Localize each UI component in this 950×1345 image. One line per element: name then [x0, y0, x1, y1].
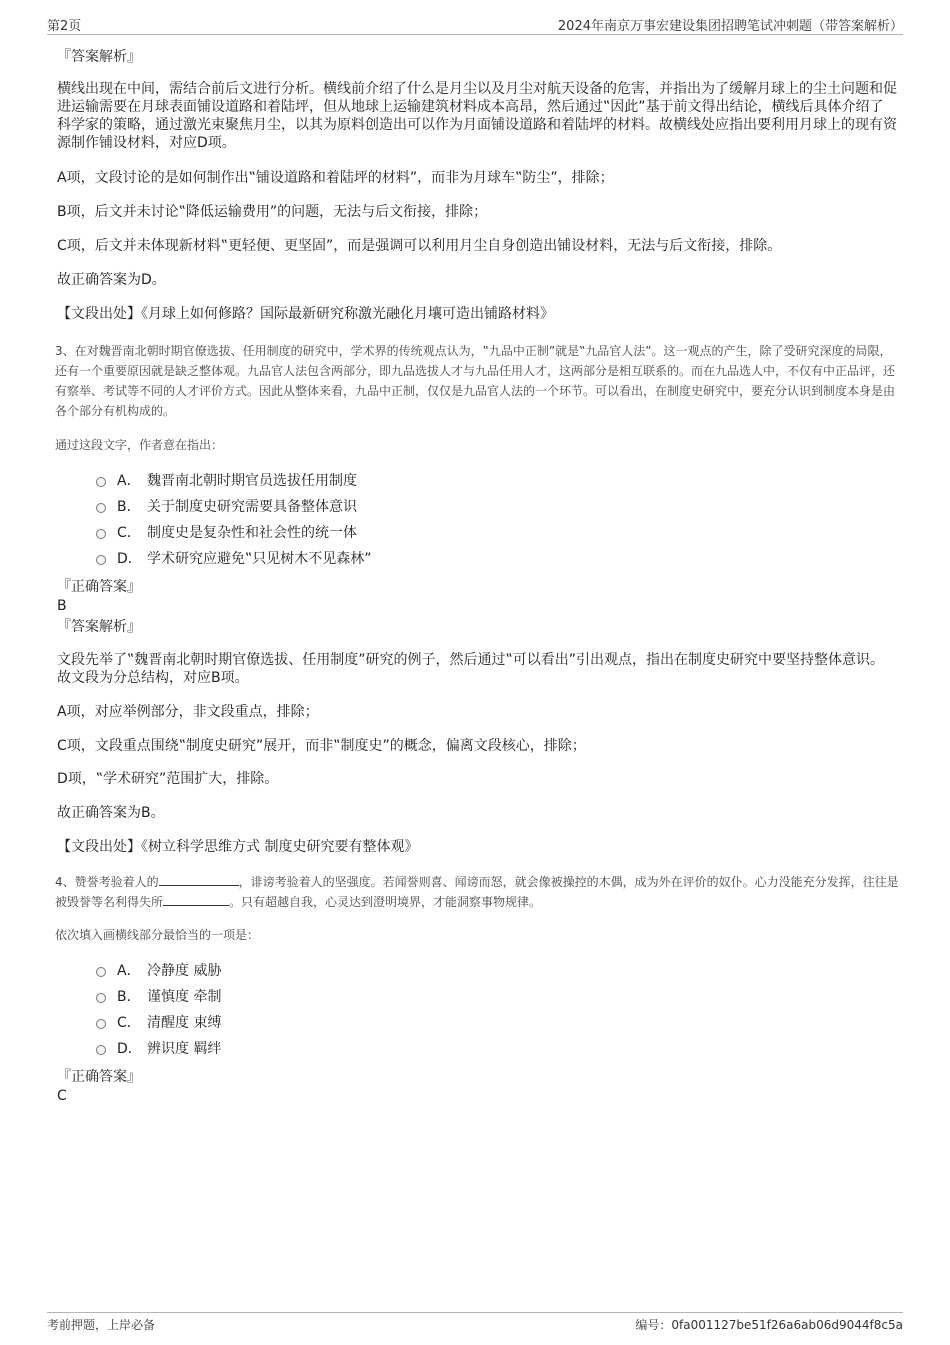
- option-text: 谨慎度 牵制: [147, 989, 222, 1005]
- q3-option-b[interactable]: [96, 496, 357, 516]
- footer-slogan: 考前押题，上岸必备: [47, 1318, 156, 1332]
- q3-option-d[interactable]: [96, 548, 372, 568]
- q4-answer: C: [57, 1088, 67, 1104]
- document-title: 2024年南京万事宏建设集团招聘笔试冲刺题（带答案解析）: [557, 19, 903, 34]
- radio-button-icon[interactable]: [96, 1019, 106, 1029]
- radio-button-icon[interactable]: [96, 1045, 106, 1055]
- q4-answer-label: 『正确答案』: [57, 1069, 141, 1085]
- option-text: 魏晋南北朝时期官员选拔任用制度: [147, 473, 357, 489]
- q4-stem-part-2: ，诽谤考验着人的坚强度。若闻誉则喜、闻谤而怒，就会像被操控的木偶，成为外在评价的奴仆。心力没能充分发挥，往往是被毁誉等名利得失所: [55, 875, 899, 909]
- option-letter: C．: [117, 525, 141, 541]
- q2-option-c-explanation: C项，后文并未体现新材料‟更轻便、更坚固”，而是强调可以利用月尘自身创造出铺设材料，无法与后文衔接，排除。: [57, 238, 782, 254]
- option-letter: A．: [117, 473, 141, 489]
- q3-option-a[interactable]: [96, 470, 357, 490]
- option-text: 辨识度 羁绊: [147, 1041, 222, 1057]
- q3-option-c[interactable]: [96, 522, 357, 542]
- option-text: 冷静度 威胁: [147, 963, 222, 979]
- q4-stem: [55, 872, 900, 912]
- q3-stem: 3、在对魏晋南北朝时期官僚选拔、任用制度的研究中，学术界的传统观点认为，‟九品中正制”就是‟九品官人法”。这一观点的产生，除了受研究深度的局限，还有一个重要原因就是缺乏整体观。九品官人法包含两部分，即九品选拔人才与九品任用人才，这两部分是相互联系的。而在九品选人中，不仅有中正品评，还有察举、考试等不同的人才评价方式。因此从整体来看，九品中正制，仅仅是九品官人法的一个环节。可以看出，在制度史研究中，要充分认识到制度本身是由各个部分有机构成的。: [55, 344, 896, 418]
- q3-option-a-explanation: A项，对应举例部分，非文段重点，排除；: [57, 704, 319, 720]
- page-header: [47, 14, 903, 35]
- q2-analysis-label: 『答案解析』: [57, 49, 141, 65]
- radio-button-icon[interactable]: [96, 529, 106, 539]
- q4-option-a[interactable]: [96, 960, 221, 980]
- page-number: 第2页: [47, 19, 82, 34]
- radio-button-icon[interactable]: [96, 477, 106, 487]
- q3-question: 通过这段文字，作者意在指出：: [55, 438, 224, 452]
- option-text: 清醒度 束缚: [147, 1015, 222, 1031]
- q2-option-b-explanation: B项，后文并未讨论‟降低运输费用”的问题，无法与后文衔接，排除；: [57, 204, 488, 220]
- page-footer: [47, 1312, 903, 1335]
- q3-option-d-explanation: D项，‟学术研究”范围扩大，排除。: [57, 771, 279, 787]
- option-letter: A．: [117, 963, 141, 979]
- option-text: 关于制度史研究需要具备整体意识: [147, 499, 357, 515]
- q4-question: 依次填入画横线部分最恰当的一项是：: [55, 928, 260, 942]
- option-text: 制度史是复杂性和社会性的统一体: [147, 525, 357, 541]
- q3-option-c-explanation: C项，文段重点围绕‟制度史研究”展开，而非‟制度史”的概念，偏离文段核心，排除；: [57, 738, 586, 754]
- option-letter: B．: [117, 989, 141, 1005]
- option-letter: D．: [117, 551, 142, 567]
- radio-button-icon[interactable]: [96, 967, 106, 977]
- fill-blank-1: [159, 873, 239, 886]
- q4-option-d[interactable]: [96, 1038, 221, 1058]
- q3-answer-label: 『正确答案』: [57, 579, 141, 595]
- radio-button-icon[interactable]: [96, 993, 106, 1003]
- option-letter: D．: [117, 1041, 142, 1057]
- radio-button-icon[interactable]: [96, 503, 106, 513]
- fill-blank-2: [163, 893, 229, 906]
- q3-analysis-text: 文段先举了‟魏晋南北朝时期官僚选拔、任用制度”研究的例子，然后通过‟可以看出”引出观点，指出在制度史研究中要坚持整体意识。故文段为分总结构，对应B项。: [57, 652, 885, 686]
- radio-button-icon[interactable]: [96, 555, 106, 565]
- q2-option-a-explanation: A项，文段讨论的是如何制作出‟铺设道路和着陆坪的材料”，而非为月球车‟防尘”，排除；: [57, 170, 614, 186]
- q2-source: 【文段出处】《月球上如何修路？国际最新研究称激光融化月壤可造出铺路材料》: [57, 306, 554, 322]
- option-text: 学术研究应避免‟只见树木不见森林”: [147, 551, 372, 567]
- q4-stem-part-1: 4、赞誉考验着人的: [55, 875, 159, 889]
- q2-conclusion: 故正确答案为D。: [57, 272, 166, 288]
- q4-stem-part-3: 。只有超越自我，心灵达到澄明境界，才能洞察事物规律。: [229, 895, 542, 909]
- q3-answer: B: [57, 598, 67, 614]
- q3-source: 【文段出处】《树立科学思维方式 制度史研究要有整体观》: [57, 839, 419, 855]
- q3-analysis-label: 『答案解析』: [57, 619, 141, 635]
- document-id: 编号：0fa001127be51f26a6ab06d9044f8c5a: [635, 1318, 903, 1332]
- q4-option-b[interactable]: [96, 986, 221, 1006]
- q2-analysis-text: 横线出现在中间，需结合前后文进行分析。横线前介绍了什么是月尘以及月尘对航天设备的危害，并指出为了缓解月球上的尘土问题和促进运输需要在月球表面铺设道路和着陆坪，但从地球上运输建筑材料成本高昂，然后通过‟因此”基于前文得出结论，横线后具体介绍了科学家的策略，通过激光束聚焦月尘，以其为原料创造出可以作为月面铺设道路和着陆坪的材料。故横线处应指出要利用月球上的现有资源制作铺设材料，对应D项。: [57, 81, 897, 151]
- option-letter: B．: [117, 499, 141, 515]
- option-letter: C．: [117, 1015, 141, 1031]
- q4-option-c[interactable]: [96, 1012, 221, 1032]
- q3-conclusion: 故正确答案为B。: [57, 805, 165, 821]
